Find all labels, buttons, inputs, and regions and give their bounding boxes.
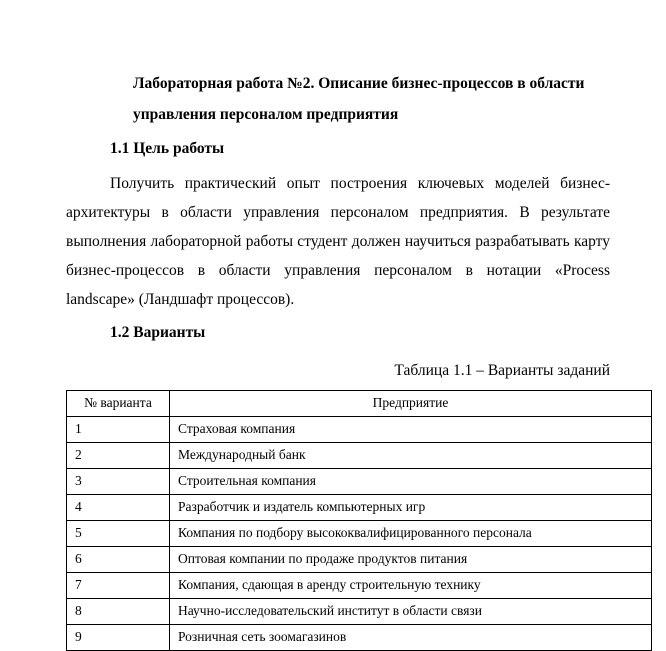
variant-number-cell: 2	[67, 443, 170, 469]
section-1-1-heading: 1.1 Цель работы	[110, 140, 225, 157]
table-row	[67, 547, 652, 573]
enterprise-cell: Строительная компания	[170, 469, 652, 495]
section-1-2-heading: 1.2 Варианты	[110, 324, 206, 341]
table-row	[67, 443, 652, 469]
enterprise-cell: Компания по подбору высококвалифицированного персонала	[170, 521, 652, 547]
table-row	[67, 521, 652, 547]
enterprise-cell: Страховая компания	[170, 417, 652, 443]
table-header-variant-number: № варианта	[67, 391, 170, 417]
variants-table-header	[67, 391, 652, 417]
table-row	[67, 417, 652, 443]
document-title: Лабораторная работа №2. Описание бизнес-процессов в области управления персоналом предприятия	[133, 75, 585, 123]
variant-number-cell: 9	[67, 625, 170, 651]
enterprise-cell: Научно-исследовательский институт в области связи	[170, 599, 652, 625]
variants-table-body	[67, 417, 652, 651]
table-row	[67, 573, 652, 599]
variant-number-cell: 7	[67, 573, 170, 599]
table-caption: Таблица 1.1 – Варианты заданий	[394, 362, 610, 379]
table-header-enterprise: Предприятие	[170, 391, 652, 417]
enterprise-cell: Розничная сеть зоомагазинов	[170, 625, 652, 651]
variant-number-cell: 4	[67, 495, 170, 521]
table-row	[67, 469, 652, 495]
table-row	[67, 495, 652, 521]
variant-number-cell: 3	[67, 469, 170, 495]
variant-number-cell: 5	[67, 521, 170, 547]
variants-table	[66, 390, 652, 651]
enterprise-cell: Международный банк	[170, 443, 652, 469]
table-header-row	[67, 391, 652, 417]
table-row	[67, 625, 652, 651]
enterprise-cell: Компания, сдающая в аренду строительную технику	[170, 573, 652, 599]
section-1-1-paragraph: Получить практический опыт построения ключевых моделей бизнес-архитектуры в области управления персоналом предприятия. В результате выполнения лабораторной работы студент должен научиться разрабатывать карту бизнес-процессов в области управления персоналом в нотации «Process landscape» (Ландшафт процессов).	[66, 175, 610, 308]
variant-number-cell: 6	[67, 547, 170, 573]
table-row	[67, 599, 652, 625]
variant-number-cell: 1	[67, 417, 170, 443]
variant-number-cell: 8	[67, 599, 170, 625]
enterprise-cell: Разработчик и издатель компьютерных игр	[170, 495, 652, 521]
enterprise-cell: Оптовая компании по продаже продуктов питания	[170, 547, 652, 573]
